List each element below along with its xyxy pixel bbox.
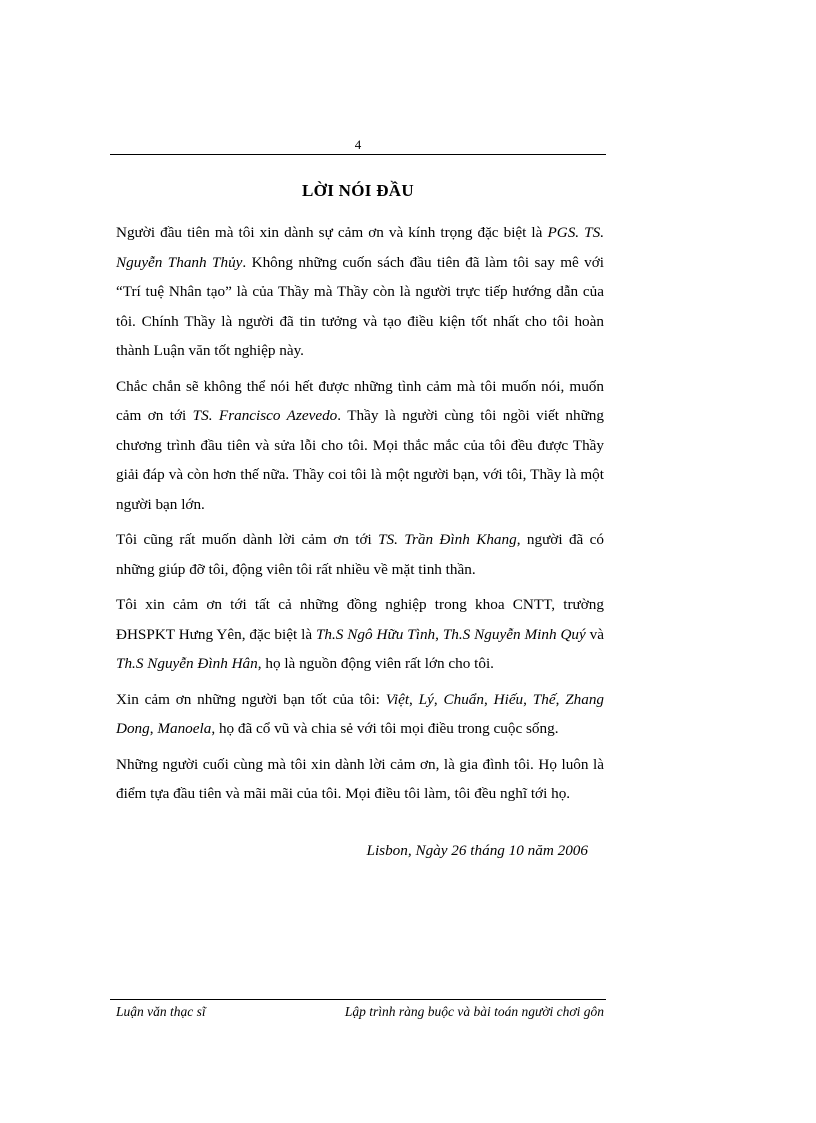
friend-name: Thế [532,690,556,708]
text: và [585,625,604,643]
header-rule [110,154,606,155]
body-text [116,218,604,815]
name: PGS. TS. Nguyễn Thanh Thủy [116,224,604,271]
text: Người đầu tiên mà tôi xin dành sự cảm ơn và kính trọng đặc biệt là [116,224,548,241]
name: TS. Trần Đình Khang [378,531,517,548]
paragraph-2 [116,372,604,520]
friend-name: Hiếu [493,690,524,708]
footer-left: Luận văn thạc sĩ [116,1004,206,1019]
friend-name: Zhang Dong [116,690,605,737]
text: Tôi xin cảm ơn tới tất cả những đồng nghiệp trong khoa CNTT, trường ĐHSPKT Hưng Yên, đặc biệt là [116,596,604,643]
paragraph-5 [116,685,604,744]
text: Xin cảm ơn những người bạn tốt của tôi: [116,690,386,708]
text: , người đã có những giúp đỡ tôi, động viên tôi rất nhiều về mặt tinh thần. [116,531,605,578]
friend-name: Việt [385,690,410,708]
name: Th.S Nguyễn Đình Hân [116,655,258,672]
friend-name: Chuẩn [443,690,484,708]
separator: , [523,690,533,708]
text: , [435,625,443,643]
separator: , [484,690,494,708]
footer-rule [110,999,606,1000]
separator: , [409,690,419,708]
friend-name: Manoela [157,720,212,737]
name: TS. Francisco Azevedo [192,407,338,424]
friend-name: Lý [418,690,434,708]
text: Tôi cũng rất muốn dành lời cảm ơn tới [116,531,379,548]
name: Th.S Ngô Hữu Tình [315,625,436,643]
page-title: LỜI NÓI ĐẦU [302,181,414,200]
name: Th.S Nguyễn Minh Quý [442,625,586,643]
separator: , [433,690,444,708]
separator: , [149,720,158,737]
text: , họ đã cổ vũ và chia sẻ với tôi mọi điều trong cuộc sống. [211,720,559,737]
page-number: 4 [354,137,362,152]
paragraph-1 [116,218,604,366]
signature-date: Lisbon, Ngày 26 tháng 10 năm 2006 [366,842,588,859]
text: . Thầy là người cùng tôi ngồi viết những chương trình đầu tiên và sửa lỗi cho tôi. Mọi thắc mắc của tôi đều được Thầy giải đáp và còn hơn thế nữa. Thầy coi tôi là một người bạn, với tôi, Thầy là một người bạn lớn. [116,407,604,513]
paragraph-4 [116,590,604,679]
footer-right: Lập trình ràng buộc và bài toán người chơi gôn [344,1004,604,1019]
text: Chắc chắn sẽ không thể nói hết được những tình cảm mà tôi muốn nói, muốn cảm ơn tới [116,377,604,424]
text: . Không những cuốn sách đầu tiên đã làm tôi say mê với “Trí tuệ Nhân tạo” là của Thầy mà Thầy còn là người trực tiếp hướng dẫn của tôi. Chính Thầy là người đã tin tưởng và tạo điều kiện tốt nhất cho tôi hoàn thành Luận văn tốt nghiệp này. [116,253,604,359]
text: , họ là nguồn động viên rất lớn cho tôi. [257,655,494,672]
separator: , [555,690,566,708]
paragraph-6: Những người cuối cùng mà tôi xin dành lời cảm ơn, là gia đình tôi. Họ luôn là điểm tựa đầu tiên và mãi mãi của tôi. Mọi điều tôi làm, tôi đều nghĩ tới họ. [116,755,604,802]
paragraph-3 [116,525,604,584]
